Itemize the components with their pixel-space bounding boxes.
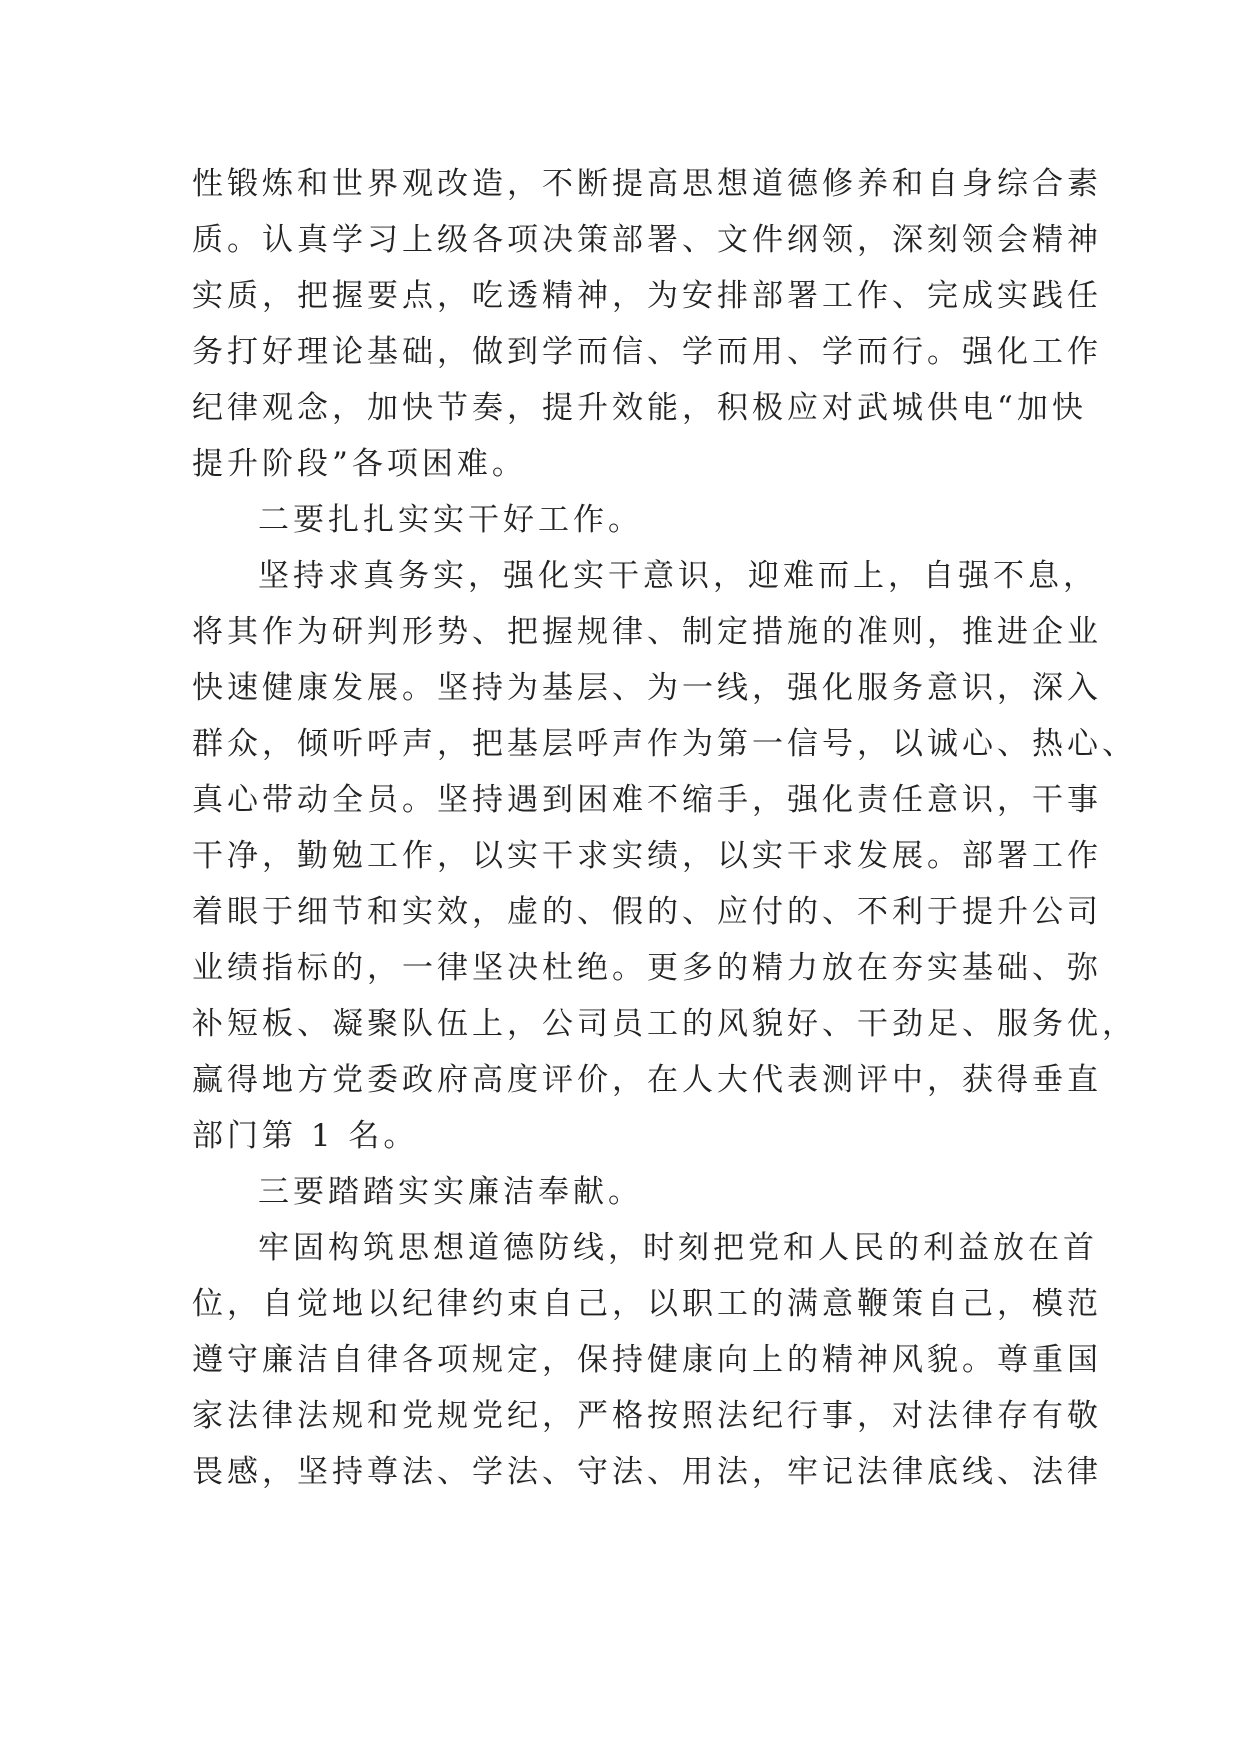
text-line: 业绩指标的，一律坚决杜绝。更多的精力放在夯实基础、弥 <box>192 950 1102 986</box>
text-line: 畏感，坚持尊法、学法、守法、用法，牢记法律底线、法律 <box>192 1454 1102 1490</box>
text-line: 纪律观念，加快节奏，提升效能，积极应对武城供电“加快 <box>192 390 1087 426</box>
text-line: 家法律法规和党规党纪，严格按照法纪行事，对法律存有敬 <box>192 1398 1102 1434</box>
text-line: 真心带动全员。坚持遇到困难不缩手，强化责任意识，干事 <box>192 782 1102 818</box>
text-line: 性锻炼和世界观改造，不断提高思想道德修养和自身综合素 <box>192 166 1102 202</box>
paragraph-integrity <box>192 1220 1102 1500</box>
paragraph-work <box>192 548 1137 1164</box>
text-line: 质。认真学习上级各项决策部署、文件纲领，深刻领会精神 <box>192 222 1102 258</box>
text-line: 着眼于细节和实效，虚的、假的、应付的、不利于提升公司 <box>192 894 1102 930</box>
text-line: 补短板、凝聚队伍上，公司员工的风貌好、干劲足、服务优， <box>192 1006 1137 1042</box>
text-line: 牢固构筑思想道德防线，时刻把党和人民的利益放在首 <box>258 1230 1098 1266</box>
body-text <box>192 156 1137 1500</box>
text-line: 坚持求真务实，强化实干意识，迎难而上，自强不息， <box>258 558 1098 594</box>
text-line: 位，自觉地以纪律约束自己，以职工的满意鞭策自己，模范 <box>192 1286 1102 1322</box>
paragraph-continued <box>192 156 1102 492</box>
text-line: 群众，倾听呼声，把基层呼声作为第一信号，以诚心、热心、 <box>192 726 1137 762</box>
text-line: 部门第 1 名。 <box>192 1118 419 1154</box>
text-line: 快速健康发展。坚持为基层、为一线，强化服务意识，深入 <box>192 670 1102 706</box>
text-line: 遵守廉洁自律各项规定，保持健康向上的精神风貌。尊重国 <box>192 1342 1102 1378</box>
section-heading-2: 二要扎扎实实干好工作。 <box>258 502 643 538</box>
text-line: 将其作为研判形势、把握规律、制定措施的准则，推进企业 <box>192 614 1102 650</box>
section-heading-3: 三要踏踏实实廉洁奉献。 <box>258 1174 643 1210</box>
text-line: 赢得地方党委政府高度评价，在人大代表测评中，获得垂直 <box>192 1062 1102 1098</box>
text-line: 干净，勤勉工作，以实干求实绩，以实干求发展。部署工作 <box>192 838 1102 874</box>
text-line: 实质，把握要点，吃透精神，为安排部署工作、完成实践任 <box>192 278 1102 314</box>
text-line: 务打好理论基础，做到学而信、学而用、学而行。强化工作 <box>192 334 1102 370</box>
text-line: 提升阶段”各项困难。 <box>192 446 527 482</box>
